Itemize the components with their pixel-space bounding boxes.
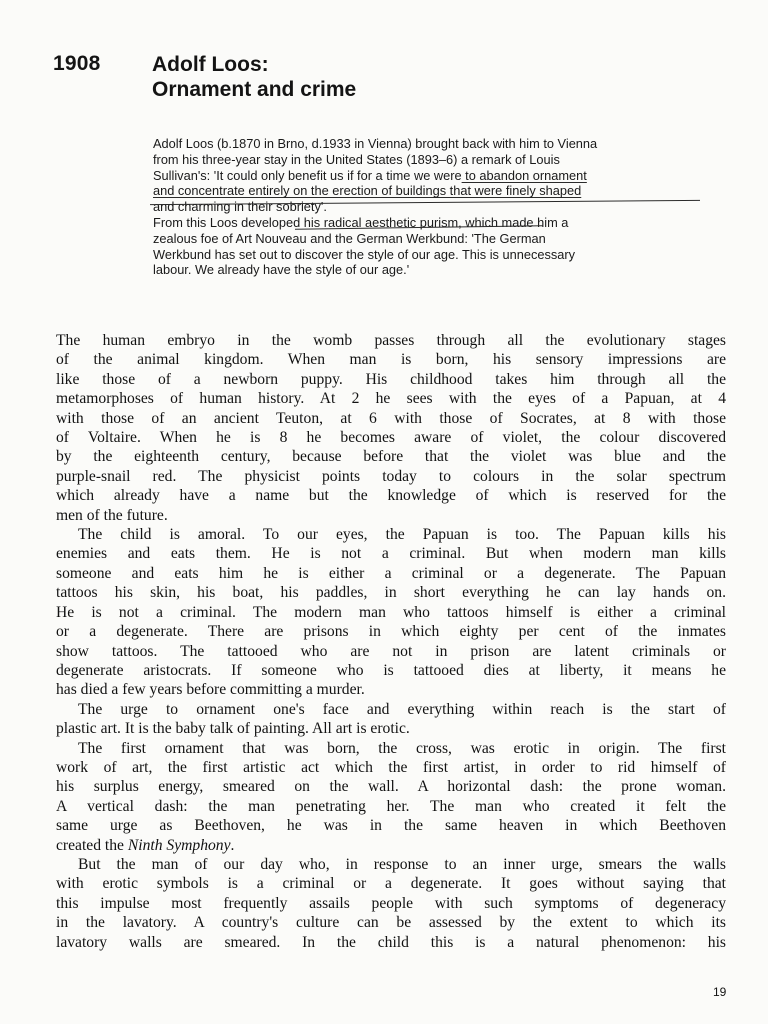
text-run: . [230,836,235,854]
intro-line: Adolf Loos (b.1870 in Brno, d.1933 in Vienna) brought back with him to Vienna [153,136,598,151]
intro-line: Werkbund has set out to discover the style of our age. This is unnecessary [153,246,576,262]
italic-title: Ninth Symphony [127,836,231,854]
text-line: purple-snail red. The physicist points today to colours in the solar spectrum [56,467,726,485]
intro-text: and charming in their sobriety [153,199,321,215]
text-line: enemies and eats them. He is not a criminal. But when modern man kills [56,545,726,563]
intro-line: from his three-year stay in the United States (1893–6) a remark of Louis [153,151,560,167]
text-line: with those of an ancient Teuton, at 6 with those of Socrates, at 8 with those [56,409,726,427]
section-year: 1908 [53,52,101,75]
text-line: But the man of our day who, in response to an inner urge, smears the walls [78,855,726,873]
text-line: tattoos his skin, his boat, his paddles, in short everything he can lay hands on. [56,584,726,602]
text-line: with erotic symbols is a criminal or a degenerate. It goes without saying that [56,875,726,893]
intro-text: '. [320,199,327,215]
page-title [152,52,356,102]
text-line: A vertical dash: the man penetrating her. The man who created it felt the [56,797,726,815]
title-line-1: Adolf Loos: [152,53,269,76]
text-line: men of the future. [56,506,168,524]
text-line: of Voltaire. When he is 8 he becomes aware of violet, the colour discovered [56,429,726,447]
text-line: The urge to ornament one's face and everything within reach is the start of [78,700,726,718]
intro-text: Sullivan's: 'It could only benefit us if for a time we were [153,167,462,183]
paragraph [56,700,726,739]
intro-text: From this Loos developed his [153,214,324,230]
text-line [56,836,726,855]
text-run: created the [56,836,128,854]
paragraph [56,525,726,700]
paragraph [56,739,726,855]
text-line: of the animal kingdom. When man is born, his sensory impressions are [56,351,726,369]
essay-body [56,331,726,952]
handwritten-underline: and concentrate entirely on the erection of buildings that were finely shaped [153,183,582,199]
text-line: The child is amoral. To our eyes, the Papuan is too. The Papuan kills his [78,526,726,544]
text-line: like those of a newborn puppy. His childhood takes him through all the [56,370,726,388]
text-line: this impulse most frequently assails people with such symptoms of degeneracy [56,894,726,912]
text-line: same urge as Beethoven, he was in the same heaven in which Beethoven [56,817,726,835]
text-line: has died a few years before committing a murder. [56,681,365,699]
text-line: plastic art. It is the baby talk of painting. All art is erotic. [56,720,410,738]
text-line: The human embryo in the womb passes through all the evolutionary stages [56,332,726,349]
highlighted-phrase: radical aesthetic purism [323,214,459,230]
text-line: metamorphoses of human history. At 2 he sees with the eyes of a Papuan, at 4 [56,390,726,408]
text-line: lavatory walls are smeared. In the child this is a natural phenomenon: his [56,933,726,951]
page-number: 19 [713,985,727,999]
text-line: in the lavatory. A country's culture can be assessed by the extent to which its [56,914,726,932]
text-line: which already have a name but the knowledge of which is reserved for the [56,487,726,505]
text-line: his surplus energy, smeared on the wall. A horizontal dash: the prone woman. [56,778,726,796]
text-line: by the eighteenth century, because before that the violet was blue and the [56,448,726,466]
intro-line: labour. We already have the style of our age.' [153,262,410,278]
intro-text: , which made him a [458,214,569,230]
text-line: or a degenerate. There are prisons in which eighty per cent of the inmates [56,623,726,641]
title-line-2: Ornament and crime [152,78,357,101]
text-line: work of art, the first artistic act which the first artist, in order to rid himself of [56,758,726,776]
intro-line: zealous foe of Art Nouveau and the German Werkbund: 'The German [153,230,546,246]
text-line: The first ornament that was born, the cross, was erotic in origin. The first [78,739,726,757]
text-line: He is not a criminal. The modern man who tattoos himself is either a criminal [56,603,726,621]
paragraph [56,331,726,525]
intro-line [153,183,713,199]
text-line: degenerate aristocrats. If someone who is tattooed dies at liberty, it means he [56,661,726,679]
intro-line [153,168,713,184]
text-line: show tattoos. The tattooed who are not in prison are latent criminals or [56,642,726,660]
intro-paragraph [153,136,713,278]
handwritten-underline: to abandon ornament [461,167,587,183]
intro-line [153,215,713,231]
text-line: someone and eats him he is either a criminal or a degenerate. The Papuan [56,564,726,582]
paragraph [56,855,726,952]
